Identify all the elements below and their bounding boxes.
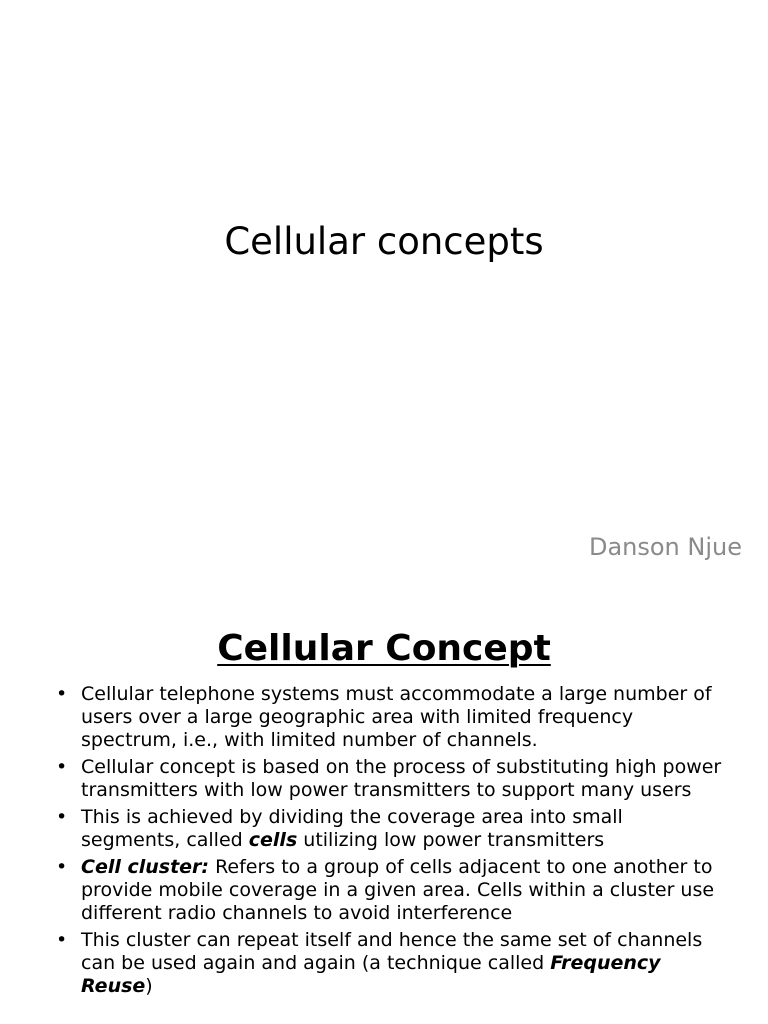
bullet-text-segment: Refers to a group of cells adjacent to one another to provide mobile coverage in a given area. Cells within a cluster use different radio channels to avoid interference	[81, 856, 715, 924]
emphasized-term: cells	[248, 829, 298, 851]
bullet-item	[52, 756, 728, 802]
bullet-text-segment: Cellular telephone systems must accommodate a large number of users over a large geographic area with limited frequency spectrum, i.e., with limited number of channels.	[81, 683, 712, 751]
bullet-text-segment: utilizing low power transmitters	[297, 829, 605, 851]
slide-title: Cellular Concept	[217, 628, 551, 669]
presentation-title: Cellular concepts	[224, 220, 544, 263]
bullet-text-segment: )	[145, 975, 153, 997]
bullet-dot-icon: •	[56, 929, 68, 951]
bullet-item	[52, 856, 728, 925]
content-slide	[0, 600, 768, 1024]
bullet-item	[52, 683, 728, 752]
bullet-text-segment: Cellular concept is based on the process of substituting high power transmitters with low power transmitters to support many users	[81, 756, 722, 801]
emphasized-term: Frequency Reuse	[81, 952, 661, 997]
bullet-text-segment: This is achieved by dividing the coverage area into small segments, called	[81, 806, 623, 851]
emphasized-term: Cell cluster:	[81, 856, 210, 878]
bullet-dot-icon: •	[56, 756, 68, 778]
bullet-dot-icon: •	[56, 683, 68, 705]
bullet-list	[52, 683, 728, 1002]
bullet-dot-icon: •	[56, 806, 68, 828]
bullet-dot-icon: •	[56, 856, 68, 878]
bullet-item	[52, 806, 728, 852]
author-name: Danson Njue	[588, 533, 742, 561]
bullet-item	[52, 929, 728, 998]
bullet-text-segment: This cluster can repeat itself and hence the same set of channels can be used again and again (a technique called	[81, 929, 703, 974]
